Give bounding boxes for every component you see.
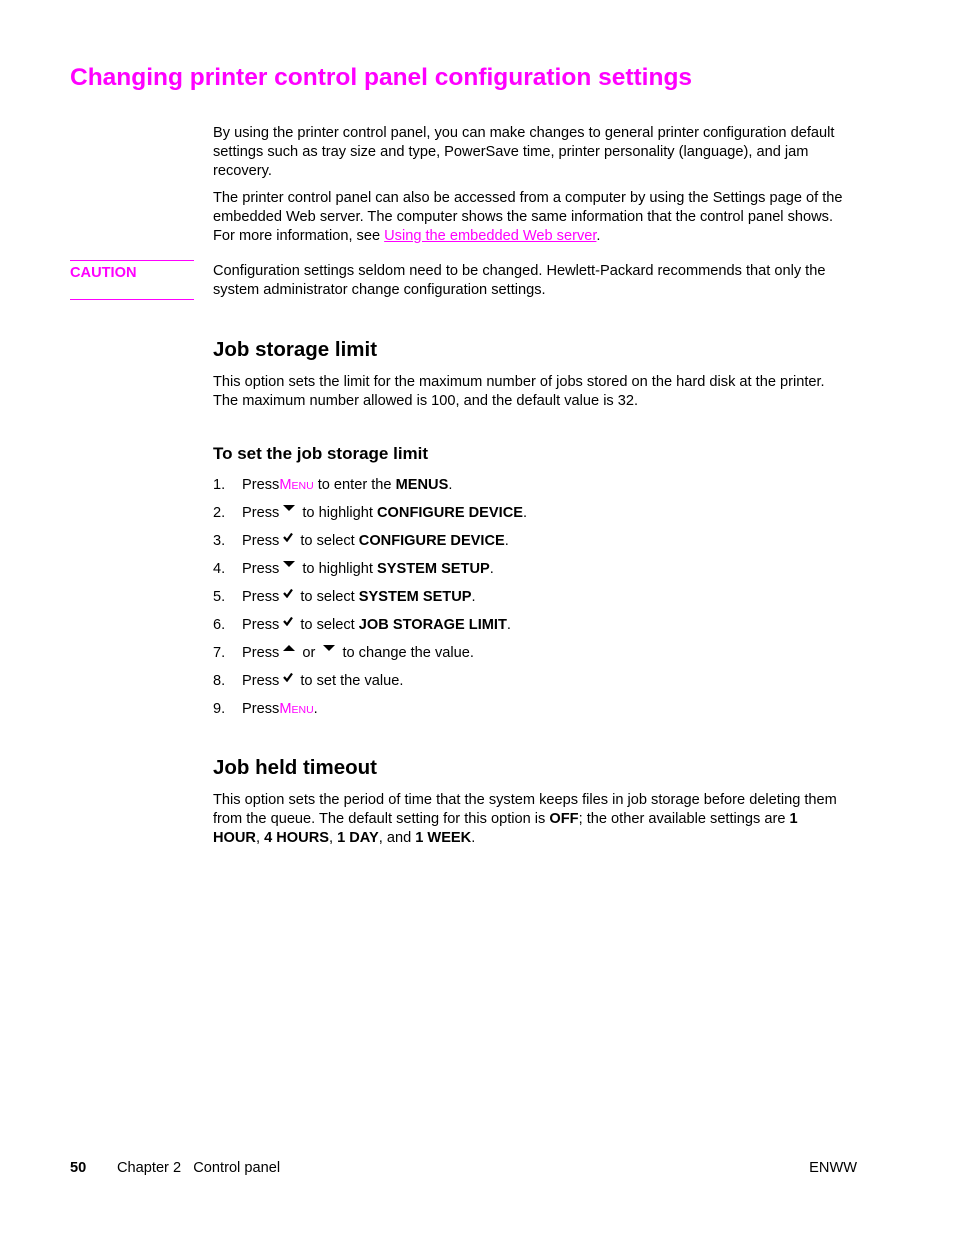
intro-p2-end: . — [596, 227, 601, 244]
caution-label: CAUTION — [70, 265, 137, 281]
down-arrow-icon — [283, 560, 295, 568]
caution-label-box — [70, 260, 194, 300]
step-press: Press — [242, 477, 280, 493]
step-after: to change the value. — [338, 645, 474, 661]
step-after: to highlight — [298, 561, 378, 577]
step-end: . — [489, 561, 494, 577]
step-number: 2. — [213, 505, 226, 521]
step-end: . — [448, 477, 453, 493]
step-press: Press — [242, 701, 280, 717]
step-number: 6. — [213, 617, 226, 633]
step-press: Press — [242, 645, 280, 661]
step-end: . — [506, 617, 511, 633]
step-after: to highlight — [298, 505, 378, 521]
step-item — [213, 644, 527, 672]
step-after: to select — [296, 589, 359, 605]
step-number: 1. — [213, 477, 226, 493]
footer-enww: ENWW — [809, 1160, 857, 1176]
checkmark-icon — [283, 672, 293, 682]
intro-p2-text: The printer control panel can also be accessed from a computer by using the Settings page of the embedded Web server. The computer shows the same information that the control panel shows. For more information, see — [213, 190, 843, 244]
job-held-body: This option sets the period of time that the system keeps files in job storage before deleting them from the queue. The default setting for this option is OFF; the other available settings are 1 HOUR, 4 HOURS, 1 DAY, and 1 WEEK. — [213, 792, 837, 846]
step-number: 3. — [213, 533, 226, 549]
page-number: 50 — [70, 1160, 87, 1176]
caution-text: Configuration settings seldom need to be changed. Hewlett-Packard recommends that only the system administrator change configuration settings. — [213, 263, 826, 298]
intro-paragraph-1: By using the printer control panel, you can make changes to general printer configuration default settings such as tray size and type, PowerSave time, printer personality (language), and jam recovery. — [213, 125, 835, 179]
step-after: to set the value. — [296, 673, 404, 689]
step-item — [213, 588, 527, 616]
step-after: to enter the — [313, 477, 396, 493]
step-or: or — [298, 645, 320, 661]
step-number: 8. — [213, 673, 226, 689]
intro-paragraph-2 — [213, 189, 848, 245]
step-item — [213, 476, 527, 504]
step-item — [213, 700, 527, 728]
step-target: CONFIGURE DEVICE — [377, 505, 523, 521]
down-arrow-icon — [323, 644, 335, 652]
menu-button-label: MENU — [279, 477, 314, 493]
step-after: to select — [296, 617, 359, 633]
down-arrow-icon — [283, 504, 295, 512]
step-item — [213, 504, 527, 532]
step-target: JOB STORAGE LIMIT — [358, 617, 507, 633]
step-after: to select — [296, 533, 359, 549]
step-press: Press — [242, 505, 280, 521]
job-storage-heading: Job storage limit — [213, 338, 378, 361]
job-storage-steps — [213, 476, 527, 728]
step-number: 4. — [213, 561, 226, 577]
step-target: SYSTEM SETUP — [377, 561, 490, 577]
job-held-heading: Job held timeout — [213, 756, 377, 779]
step-end: . — [313, 701, 318, 717]
job-storage-subheading: To set the job storage limit — [213, 444, 429, 463]
step-number: 9. — [213, 701, 226, 717]
step-number: 5. — [213, 589, 226, 605]
page-title: Changing printer control panel configuration settings — [70, 64, 693, 91]
step-item — [213, 672, 527, 700]
step-end: . — [522, 505, 528, 521]
step-number: 7. — [213, 645, 226, 661]
checkmark-icon — [283, 588, 293, 598]
step-target: SYSTEM SETUP — [358, 589, 472, 605]
job-storage-body: This option sets the limit for the maximum number of jobs stored on the hard disk at the printer. The maximum number allowed is 100, and the default value is 32. — [213, 374, 825, 409]
footer-chapter: Chapter 2 Control panel — [117, 1160, 281, 1176]
step-end: . — [471, 589, 476, 605]
step-press: Press — [242, 673, 280, 689]
embedded-web-server-link[interactable]: Using the embedded Web server — [384, 227, 597, 244]
step-item — [213, 616, 527, 644]
step-end: . — [504, 533, 509, 549]
step-press: Press — [242, 617, 280, 633]
step-item — [213, 532, 527, 560]
step-press: Press — [242, 561, 280, 577]
step-press: Press — [242, 589, 280, 605]
menu-button-label: MENU — [279, 701, 314, 717]
step-target: CONFIGURE DEVICE — [358, 533, 505, 549]
step-item — [213, 560, 527, 588]
step-press: Press — [242, 533, 280, 549]
checkmark-icon — [283, 532, 293, 542]
step-target: MENUS — [395, 477, 449, 493]
checkmark-icon — [283, 616, 293, 626]
up-arrow-icon — [283, 644, 295, 652]
